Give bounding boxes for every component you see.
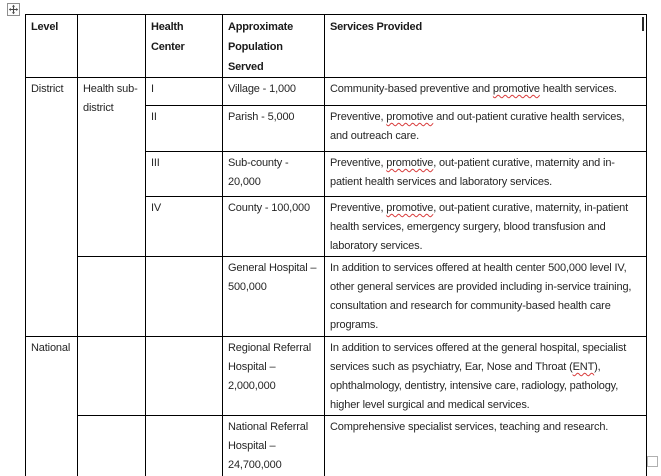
health-services-table: [25, 14, 647, 476]
cell-center-1[interactable]: I: [146, 78, 223, 106]
header-sub-level[interactable]: [78, 15, 146, 78]
cell-services-3[interactable]: Preventive, promotive, out-patient curative, maternity and in-patient health services and laboratory services.: [325, 152, 647, 197]
cell-sub-blank-national[interactable]: [78, 416, 146, 476]
cell-level-national[interactable]: National: [26, 337, 78, 476]
cell-services-2[interactable]: Preventive, promotive and out-patient curative health services, and outreach care.: [325, 106, 647, 152]
cell-health-sub-district[interactable]: Health sub-district: [78, 78, 146, 257]
text-cursor: [642, 17, 644, 31]
cell-population-regional-referral[interactable]: Regional Referral Hospital – 2,000,000: [223, 337, 325, 416]
cell-population-village[interactable]: Village - 1,000: [223, 78, 325, 106]
cell-center-blank-regional[interactable]: [146, 337, 223, 416]
cell-services-1[interactable]: Community-based preventive and promotive health services.: [325, 78, 647, 106]
cell-services-national-referral[interactable]: Comprehensive specialist services, teaching and research.: [325, 416, 647, 476]
cell-population-general-hospital[interactable]: General Hospital – 500,000: [223, 257, 325, 337]
table-move-handle-icon[interactable]: [7, 3, 20, 16]
header-services[interactable]: Services Provided: [325, 15, 647, 78]
header-health-center[interactable]: Health Center: [146, 15, 223, 78]
header-level[interactable]: Level: [26, 15, 78, 78]
cell-population-national-referral[interactable]: National Referral Hospital – 24,700,000: [223, 416, 325, 476]
cell-sub-blank-general-hospital[interactable]: [78, 257, 146, 337]
cell-center-blank-general-hospital[interactable]: [146, 257, 223, 337]
header-population[interactable]: Approximate Population Served: [223, 15, 325, 78]
cell-services-4[interactable]: Preventive, promotive, out-patient curative, maternity, in-patient health services, emergency surgery, blood transfusion and laboratory services.: [325, 197, 647, 257]
cell-center-3[interactable]: III: [146, 152, 223, 197]
table-resize-handle[interactable]: [647, 456, 658, 467]
cell-services-general-hospital[interactable]: In addition to services offered at health center 500,000 level IV, other general services are provided including in-service training, consultation and research for community-based health care programs.: [325, 257, 647, 337]
cell-services-regional-referral[interactable]: In addition to services offered at the general hospital, specialist services such as psychiatry, Ear, Nose and Throat (ENT), ophthalmology, dentistry, intensive care, radiology, pathology, higher level surgical and medical services.: [325, 337, 647, 416]
cell-population-county[interactable]: County - 100,000: [223, 197, 325, 257]
cell-sub-blank-regional[interactable]: [78, 337, 146, 416]
cell-center-2[interactable]: II: [146, 106, 223, 152]
cell-level-district[interactable]: District: [26, 78, 78, 337]
cell-population-subcounty[interactable]: Sub-county - 20,000: [223, 152, 325, 197]
cell-population-parish[interactable]: Parish - 5,000: [223, 106, 325, 152]
cell-center-blank-national[interactable]: [146, 416, 223, 476]
cell-center-4[interactable]: IV: [146, 197, 223, 257]
